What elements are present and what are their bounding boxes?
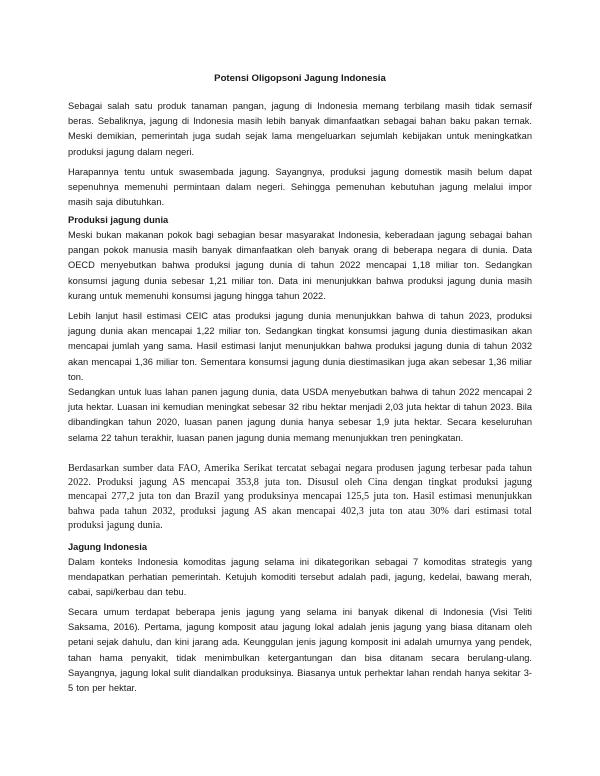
section-1-paragraph-1: Meski bukan makanan pokok bagi sebagian besar masyarakat Indonesia, keberadaan jagung sebagai bahan pangan pokok manusia masih banyak dimanfaatkan oleh banyak orang di beberapa negara di dunia. Data OECD menyebutkan bahwa produksi jagung dunia di tahun 2022 mencapai 1,18 miliar ton. Sedangkan konsumsi jagung dunia sebesar 1,21 miliar ton. Data ini menunjukkan bahwa produksi jagung dunia masih kurang untuk memenuhi konsumsi jagung hingga tahun 2022.: [68, 230, 532, 301]
section-2-paragraph-2: Secara umum terdapat beberapa jenis jagung yang selama ini banyak dikenal di Indonesia (Visi Teliti Saksama, 2016). Pertama, jagung komposit atau jagung lokal adalah jenis jagung yang biasa ditanam oleh petani sejak dahulu, dan kini jarang ada. Keunggulan jenis jagung komposit ini adalah umurnya yang pendek, tahan hama penyakit, tidak menimbulkan ketergantungan dan bisa ditanam secara berulang-ulang. Sayangnya, jagung lokal sulit diandalkan produksinya. Biasanya untuk perhektar lahan rendah hanya sekitar 3-5 ton per hektar.: [68, 607, 532, 694]
section-2-paragraph-1: Dalam konteks Indonesia komoditas jagung selama ini dikategorikan sebagai 7 komoditas strategis yang mendapatkan perhatian pemerintah. Ketujuh komoditi tersebut adalah padi, jagung, kedelai, bawang merah, cabai, sapi/kerbau dan tebu.: [68, 557, 532, 598]
document-title: Potensi Oligopsoni Jagung Indonesia: [214, 73, 386, 84]
section-1-paragraph-4: Berdasarkan sumber data FAO, Amerika Serikat tercatat sebagai negara produsen jagung terbesar pada tahun 2022. Produksi jagung AS mencapai 353,8 juta ton. Disusul oleh Cina dengan tingkat produksi jagung mencapai 277,2 juta ton dan Brazil yang produksinya mencapai 125,5 juta ton. Hasil estimasi menunjukkan bahwa pada tahun 2032, produksi jagung AS akan mencapai 402,3 juta ton atau 30% dari estimasi total produksi jagung dunia.: [68, 463, 532, 531]
intro-paragraph-2: Harapannya tentu untuk swasembada jagung. Sayangnya, produksi jagung domestik masih belum dapat sepenuhnya memenuhi permintaan dalam negeri. Sehingga pemenuhan kebutuhan jagung melalui impor masih saja dibutuhkan.: [68, 167, 532, 208]
section-1-paragraph-3: Sedangkan untuk luas lahan panen jagung dunia, data USDA menyebutkan bahwa di tahun 2022 mencapai 2 juta hektar. Luasan ini kemudian meningkat sebesar 32 ribu hektar menjadi 2,03 juta hektar di tahun 2023. Bila dibandingkan tahun 2020, luasan panen jagung dunia hanya sebesar 1,9 juta hektar. Secara keseluruhan selama 22 tahun terakhir, luasan panen jagung dunia memang menunjukkan tren peningkatan.: [68, 387, 532, 443]
section-1-paragraph-2: Lebih lanjut hasil estimasi CEIC atas produksi jagung dunia menunjukkan bahwa di tahun 2023, produksi jagung dunia akan mencapai 1,22 miliar ton. Sedangkan tingkat konsumsi jagung dunia diestimasikan akan mencapai jumlah yang sama. Hasil estimasi lanjut menunjukkan bahwa produksi jagung dunia di tahun 2032 akan mencapai 1,36 miliar ton. Sementara konsumsi jagung dunia diestimasikan juga akan sebesar 1,36 miliar ton.: [68, 311, 532, 382]
section-heading-produksi: Produksi jagung dunia: [68, 215, 169, 225]
intro-paragraph-1: Sebagai salah satu produk tanaman pangan, jagung di Indonesia memang terbilang masih tidak semasif beras. Sebaliknya, jagung di Indonesia masih lebih banyak dimanfaatkan sebagai bahan baku pakan ternak. Meski demikian, pemerintah juga sudah sejak lama mengeluarkan sejumlah kebijakan untuk meningkatkan produksi jagung dalam negeri.: [68, 101, 532, 157]
section-heading-jagung-indonesia: Jagung Indonesia: [68, 542, 148, 552]
